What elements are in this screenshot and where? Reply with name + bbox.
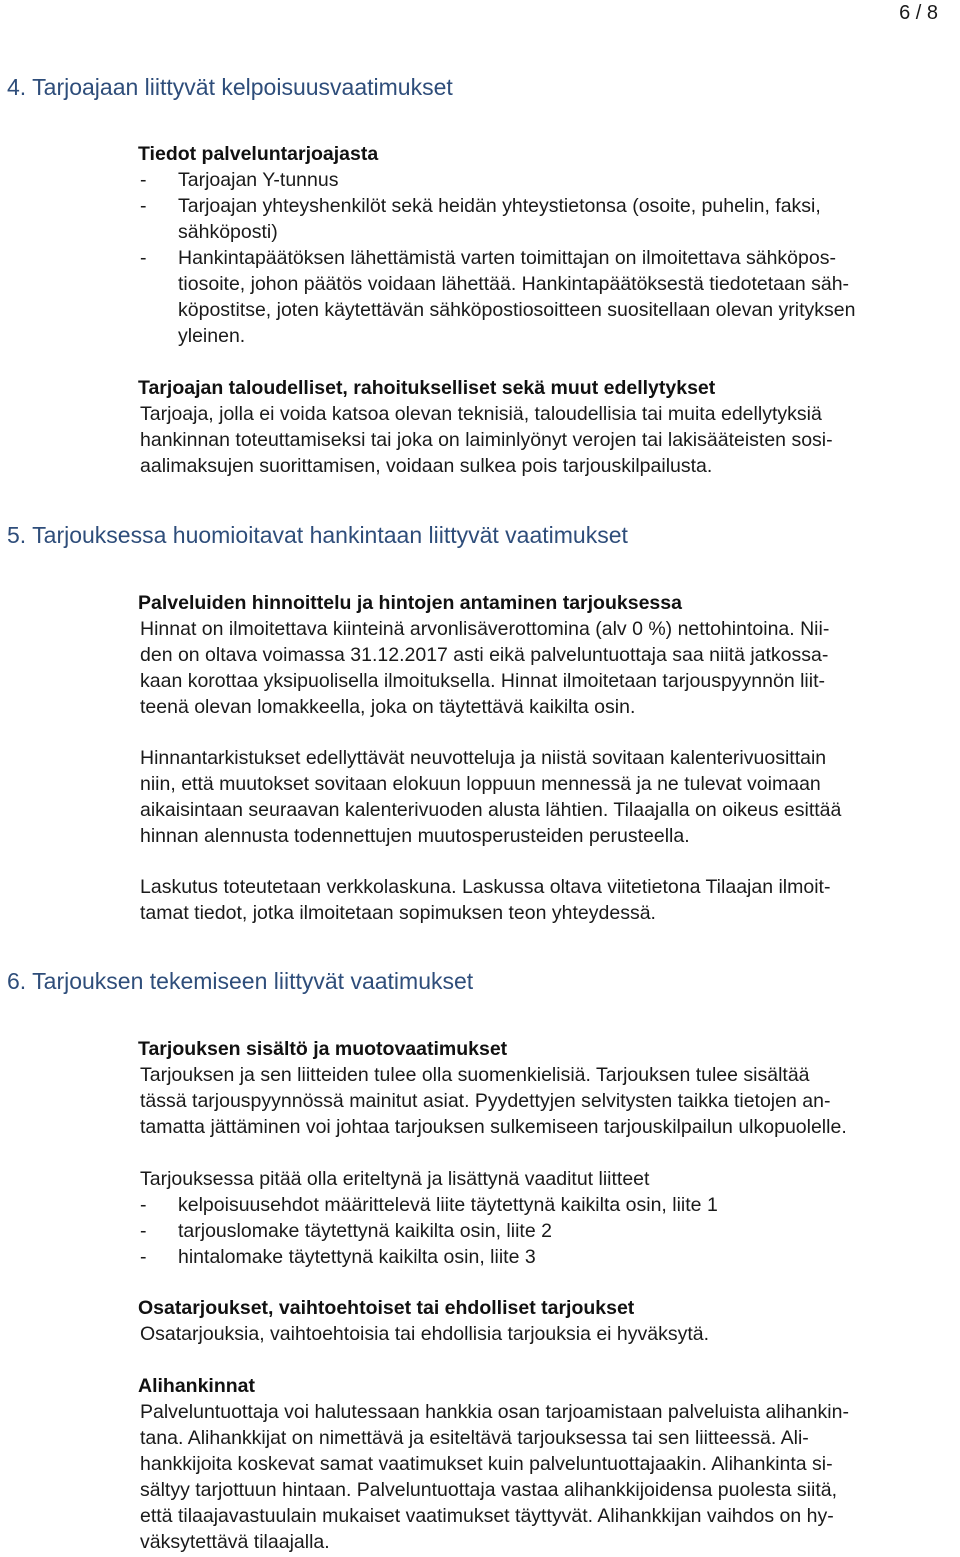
pricing-paragraph-3: Laskutus toteutetaan verkkolaskuna. Laskussa oltava viitetietona Tilaajan ilmoit- tamat tiedot, jotka ilmoitetaan sopimuksen teon yhteydessä. xyxy=(140,876,831,924)
pricing-paragraph-2: Hinnantarkistukset edellyttävät neuvotteluja ja niistä sovitaan kalenterivuosittain niin, että muutokset sovitaan elokuun loppuun mennessä ja ne tulevat voimaan aikaisintaan seuraavan kalenterivuoden alusta lähtien. Tilaajalla on oikeus esittää hinnan alennusta todennettujen muutosperusteiden perusteella. xyxy=(140,747,842,847)
provider-item-3-cont-3: yleinen. xyxy=(178,325,246,347)
provider-item-3-cont-1: tiosoite, johon päätös voidaan lähettää. Hankintapäätöksestä tiedotetaan säh- xyxy=(178,273,850,295)
attachment-item-3: - hintalomake täytettynä kaikilta osin, liite 3 xyxy=(140,1246,536,1268)
partial-offers-text: Osatarjouksia, vaihtoehtoisia tai ehdollisia tarjouksia ei hyväksytä. xyxy=(140,1323,710,1345)
pricing-paragraph-1: Hinnat on ilmoitettava kiinteinä arvonlisäverottomina (alv 0 %) nettohintoina. Nii- den on oltava voimassa 31.12.2017 asti eikä palveluntuottaja saa niitä jatkossa- kaan korottaa yksipuolisella ilmoituksella. Hinnat ilmoitetaan tarjouspyynnön liit- teenä olevan lomakkeella, joka on täytettävä kaikilta osin. xyxy=(140,618,830,718)
attachment-item-2: - tarjouslomake täytettynä kaikilta osin, liite 2 xyxy=(140,1220,552,1242)
provider-info-title: Tiedot palveluntarjoajasta xyxy=(138,143,379,165)
attachment-item-1: - kelpoisuusehdot määrittelevä liite täytettynä kaikilta osin, liite 1 xyxy=(140,1194,718,1216)
financial-paragraph: Tarjoaja, jolla ei voida katsoa olevan teknisiä, taloudellisia tai muita edellytyksiä hankinnan toteuttamiseksi tai joka on laiminlyönyt verojen tai lakisääteisten sosi- aalimaksujen suorittamisen, voidaan sulkea pois tarjouskilpailusta. xyxy=(140,403,833,477)
provider-item-2-cont: sähköposti) xyxy=(178,221,278,243)
partial-offers-title: Osatarjoukset, vaihtoehtoiset tai ehdolliset tarjoukset xyxy=(138,1297,635,1319)
provider-item-1: - Tarjoajan Y-tunnus xyxy=(140,169,339,191)
content-requirements-paragraph: Tarjouksen ja sen liitteiden tulee olla suomenkielisiä. Tarjouksen tulee sisältää tässä tarjouspyynnössä mainitut asiat. Pyydettyjen selvitysten taikka tietojen an- tamatta jättäminen voi johtaa tarjouksen sulkemiseen tarjouskilpailun ulkopuolelle. xyxy=(140,1064,847,1138)
subcontracting-paragraph: Palveluntuottaja voi halutessaan hankkia osan tarjoamistaan palveluista alihankin- tana. Alihankkijat on nimettävä ja esiteltävä tarjouksessa tai sen liitteessä. Ali- hankkijoita koskevat samat vaatimukset kuin palveluntuottajaakin. Alihankinta si- sältyy tarjottuun hintaan. Palveluntuottaja vastaa alihankkijoidensa puolesta siitä, että tilaajavastuulain mukaiset vaatimukset täyttyvät. Alihankkijan vaihdos on hy- väksytettävä tilaajalla. xyxy=(140,1401,849,1553)
subcontracting-title: Alihankinnat xyxy=(138,1375,256,1397)
financial-title: Tarjoajan taloudelliset, rahoitukselliset sekä muut edellytykset xyxy=(138,377,716,399)
provider-item-3: - Hankintapäätöksen lähettämistä varten toimittajan on ilmoitettava sähköpos- xyxy=(140,247,836,269)
section-4-heading: 4. Tarjoajaan liittyvät kelpoisuusvaatimukset xyxy=(7,74,453,100)
content-requirements-title: Tarjouksen sisältö ja muotovaatimukset xyxy=(138,1038,508,1060)
pricing-title: Palveluiden hinnoittelu ja hintojen antaminen tarjouksessa xyxy=(138,592,682,614)
provider-item-3-cont-2: köpostitse, joten käytettävän sähköpostiosoitteen suositellaan olevan yrityksen xyxy=(178,299,856,321)
provider-item-2: - Tarjoajan yhteyshenkilöt sekä heidän yhteystietonsa (osoite, puhelin, faksi, xyxy=(140,195,821,217)
section-5-heading: 5. Tarjouksessa huomioitavat hankintaan liittyvät vaatimukset xyxy=(7,522,628,548)
page-number: 6 / 8 xyxy=(899,2,938,24)
attachments-intro: Tarjouksessa pitää olla eriteltynä ja lisättynä vaaditut liitteet xyxy=(140,1168,650,1190)
section-6-heading: 6. Tarjouksen tekemiseen liittyvät vaatimukset xyxy=(7,968,474,994)
